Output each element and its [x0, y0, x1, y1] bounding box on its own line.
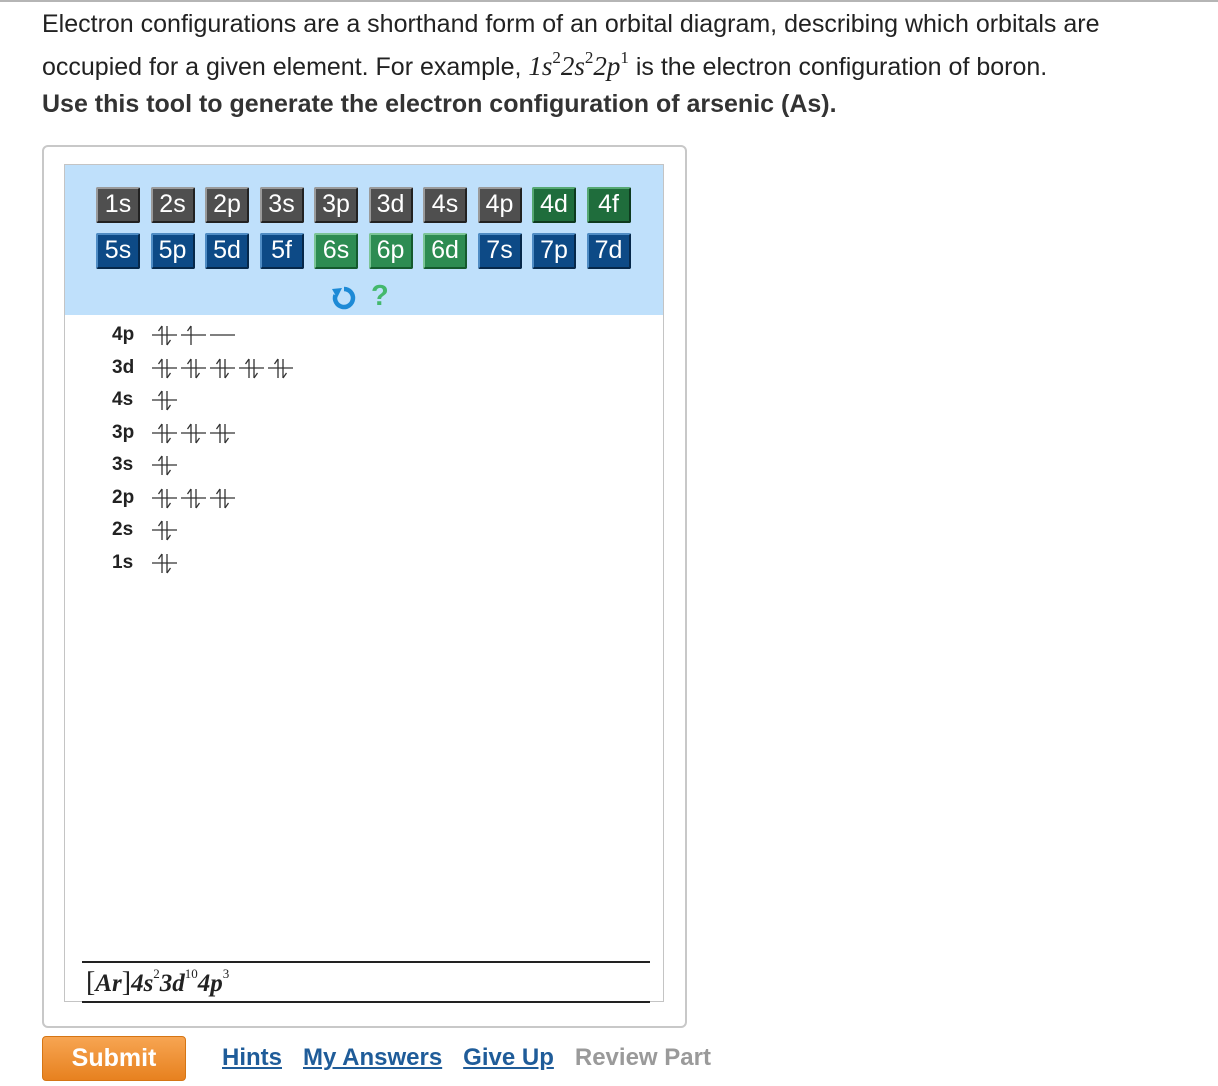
orbital-button-1s[interactable]: 1s: [96, 187, 140, 223]
orbital-row-label: 1s: [112, 551, 134, 573]
answer-config: [86, 967, 229, 999]
orbital-button-4d[interactable]: 4d: [532, 187, 576, 223]
paired-electron-orbital[interactable]: [179, 486, 208, 510]
orbital-button-4s[interactable]: 4s: [423, 187, 467, 223]
answer-open-bracket: [: [86, 967, 96, 998]
answer-term-3: 4p: [197, 970, 223, 997]
paired-electron-orbital[interactable]: [208, 486, 237, 510]
boron-config-term-2: 2s: [560, 51, 585, 81]
orbital-button-3p[interactable]: 3p: [314, 187, 358, 223]
paired-electron-orbital[interactable]: [266, 356, 295, 380]
paired-electron-orbital[interactable]: [237, 356, 266, 380]
intro-line-2-end: is the electron configuration of boron.: [628, 53, 1048, 81]
palette-row-1: [96, 187, 641, 223]
answer-term-sup-2: 10: [184, 965, 198, 981]
boron-config-term-1: 1s: [528, 51, 553, 81]
empty-orbital[interactable]: [208, 323, 237, 347]
answer-term-sup-3: 3: [222, 965, 230, 981]
intro-text: [42, 6, 1100, 85]
orbital-button-5f[interactable]: 5f: [260, 233, 304, 269]
orbital-boxes: [150, 323, 237, 347]
intro-line-2-start: occupied for a given element. For example,: [42, 53, 529, 81]
orbital-row-label: 4p: [112, 324, 135, 345]
undo-icon[interactable]: [331, 285, 357, 311]
orbital-row-label: 2p: [112, 486, 135, 508]
answer-field[interactable]: [82, 961, 650, 1003]
orbital-button-4f[interactable]: 4f: [587, 187, 631, 223]
paired-electron-orbital[interactable]: [150, 323, 179, 347]
single-electron-orbital[interactable]: [179, 323, 208, 347]
orbital-button-5p[interactable]: 5p: [151, 233, 195, 269]
question-prompt: Use this tool to generate the electron configuration of arsenic (As).: [42, 90, 837, 118]
tool-canvas: [64, 164, 664, 1002]
answer-core: Ar: [95, 970, 122, 997]
orbital-button-3s[interactable]: 3s: [260, 187, 304, 223]
paired-electron-orbital[interactable]: [150, 453, 179, 477]
orbital-button-4p[interactable]: 4p: [478, 187, 522, 223]
give-up-link[interactable]: Give Up: [463, 1044, 554, 1071]
hints-link[interactable]: Hints: [222, 1044, 282, 1071]
orbital-row-label: 4s: [112, 389, 134, 410]
orbital-boxes: [150, 486, 237, 510]
orbital-button-6s[interactable]: 6s: [314, 233, 358, 269]
orbital-button-7p[interactable]: 7p: [532, 233, 576, 269]
config-tool: [42, 145, 687, 1028]
submit-button[interactable]: Submit: [42, 1036, 186, 1081]
top-divider: [0, 0, 1218, 2]
orbital-boxes: [150, 356, 295, 380]
my-answers-link[interactable]: My Answers: [303, 1044, 443, 1071]
orbital-button-2s[interactable]: 2s: [151, 187, 195, 223]
boron-config-sup-3: 1: [620, 48, 629, 67]
orbital-boxes: [150, 551, 179, 575]
help-icon[interactable]: ?: [371, 280, 389, 312]
orbital-button-3d[interactable]: 3d: [369, 187, 413, 223]
orbital-boxes: [150, 388, 179, 412]
orbital-button-5s[interactable]: 5s: [96, 233, 140, 269]
orbital-button-2p[interactable]: 2p: [205, 187, 249, 223]
action-links: [222, 1044, 711, 1072]
intro-line-1: Electron configurations are a shorthand form of an orbital diagram, describing which orbitals are: [42, 10, 1100, 38]
orbital-row-label: 2s: [112, 519, 134, 540]
answer-close-bracket: ]: [121, 967, 132, 998]
orbital-row-label: 3d: [112, 356, 135, 378]
orbital-button-6p[interactable]: 6p: [369, 233, 413, 269]
orbital-palette: [65, 165, 663, 315]
boron-config-sup-1: 2: [552, 48, 561, 67]
boron-config-term-3: 2p: [593, 51, 621, 81]
paired-electron-orbital[interactable]: [150, 486, 179, 510]
boron-config-sup-2: 2: [584, 48, 594, 67]
paired-electron-orbital[interactable]: [150, 421, 179, 445]
paired-electron-orbital[interactable]: [150, 518, 179, 542]
answer-term-1: 4s: [131, 970, 154, 997]
palette-row-2: [96, 233, 641, 269]
orbital-button-7d[interactable]: 7d: [587, 233, 631, 269]
paired-electron-orbital[interactable]: [179, 421, 208, 445]
orbital-button-7s[interactable]: 7s: [478, 233, 522, 269]
paired-electron-orbital[interactable]: [150, 388, 179, 412]
orbital-boxes: [150, 421, 237, 445]
answer-term-sup-1: 2: [153, 965, 160, 981]
answer-term-2: 3d: [159, 970, 185, 997]
orbital-button-6d[interactable]: 6d: [423, 233, 467, 269]
intro-line-2: [42, 42, 1100, 85]
review-part-link: Review Part: [574, 1044, 711, 1071]
answer-terms: [131, 965, 230, 997]
orbital-boxes: [150, 518, 179, 542]
orbital-button-5d[interactable]: 5d: [205, 233, 249, 269]
paired-electron-orbital[interactable]: [150, 551, 179, 575]
boron-config: [528, 48, 629, 81]
orbital-row-label: 3p: [112, 421, 135, 443]
paired-electron-orbital[interactable]: [208, 421, 237, 445]
paired-electron-orbital[interactable]: [150, 356, 179, 380]
orbital-boxes: [150, 453, 179, 477]
paired-electron-orbital[interactable]: [208, 356, 237, 380]
orbital-row-label: 3s: [112, 454, 134, 475]
paired-electron-orbital[interactable]: [179, 356, 208, 380]
